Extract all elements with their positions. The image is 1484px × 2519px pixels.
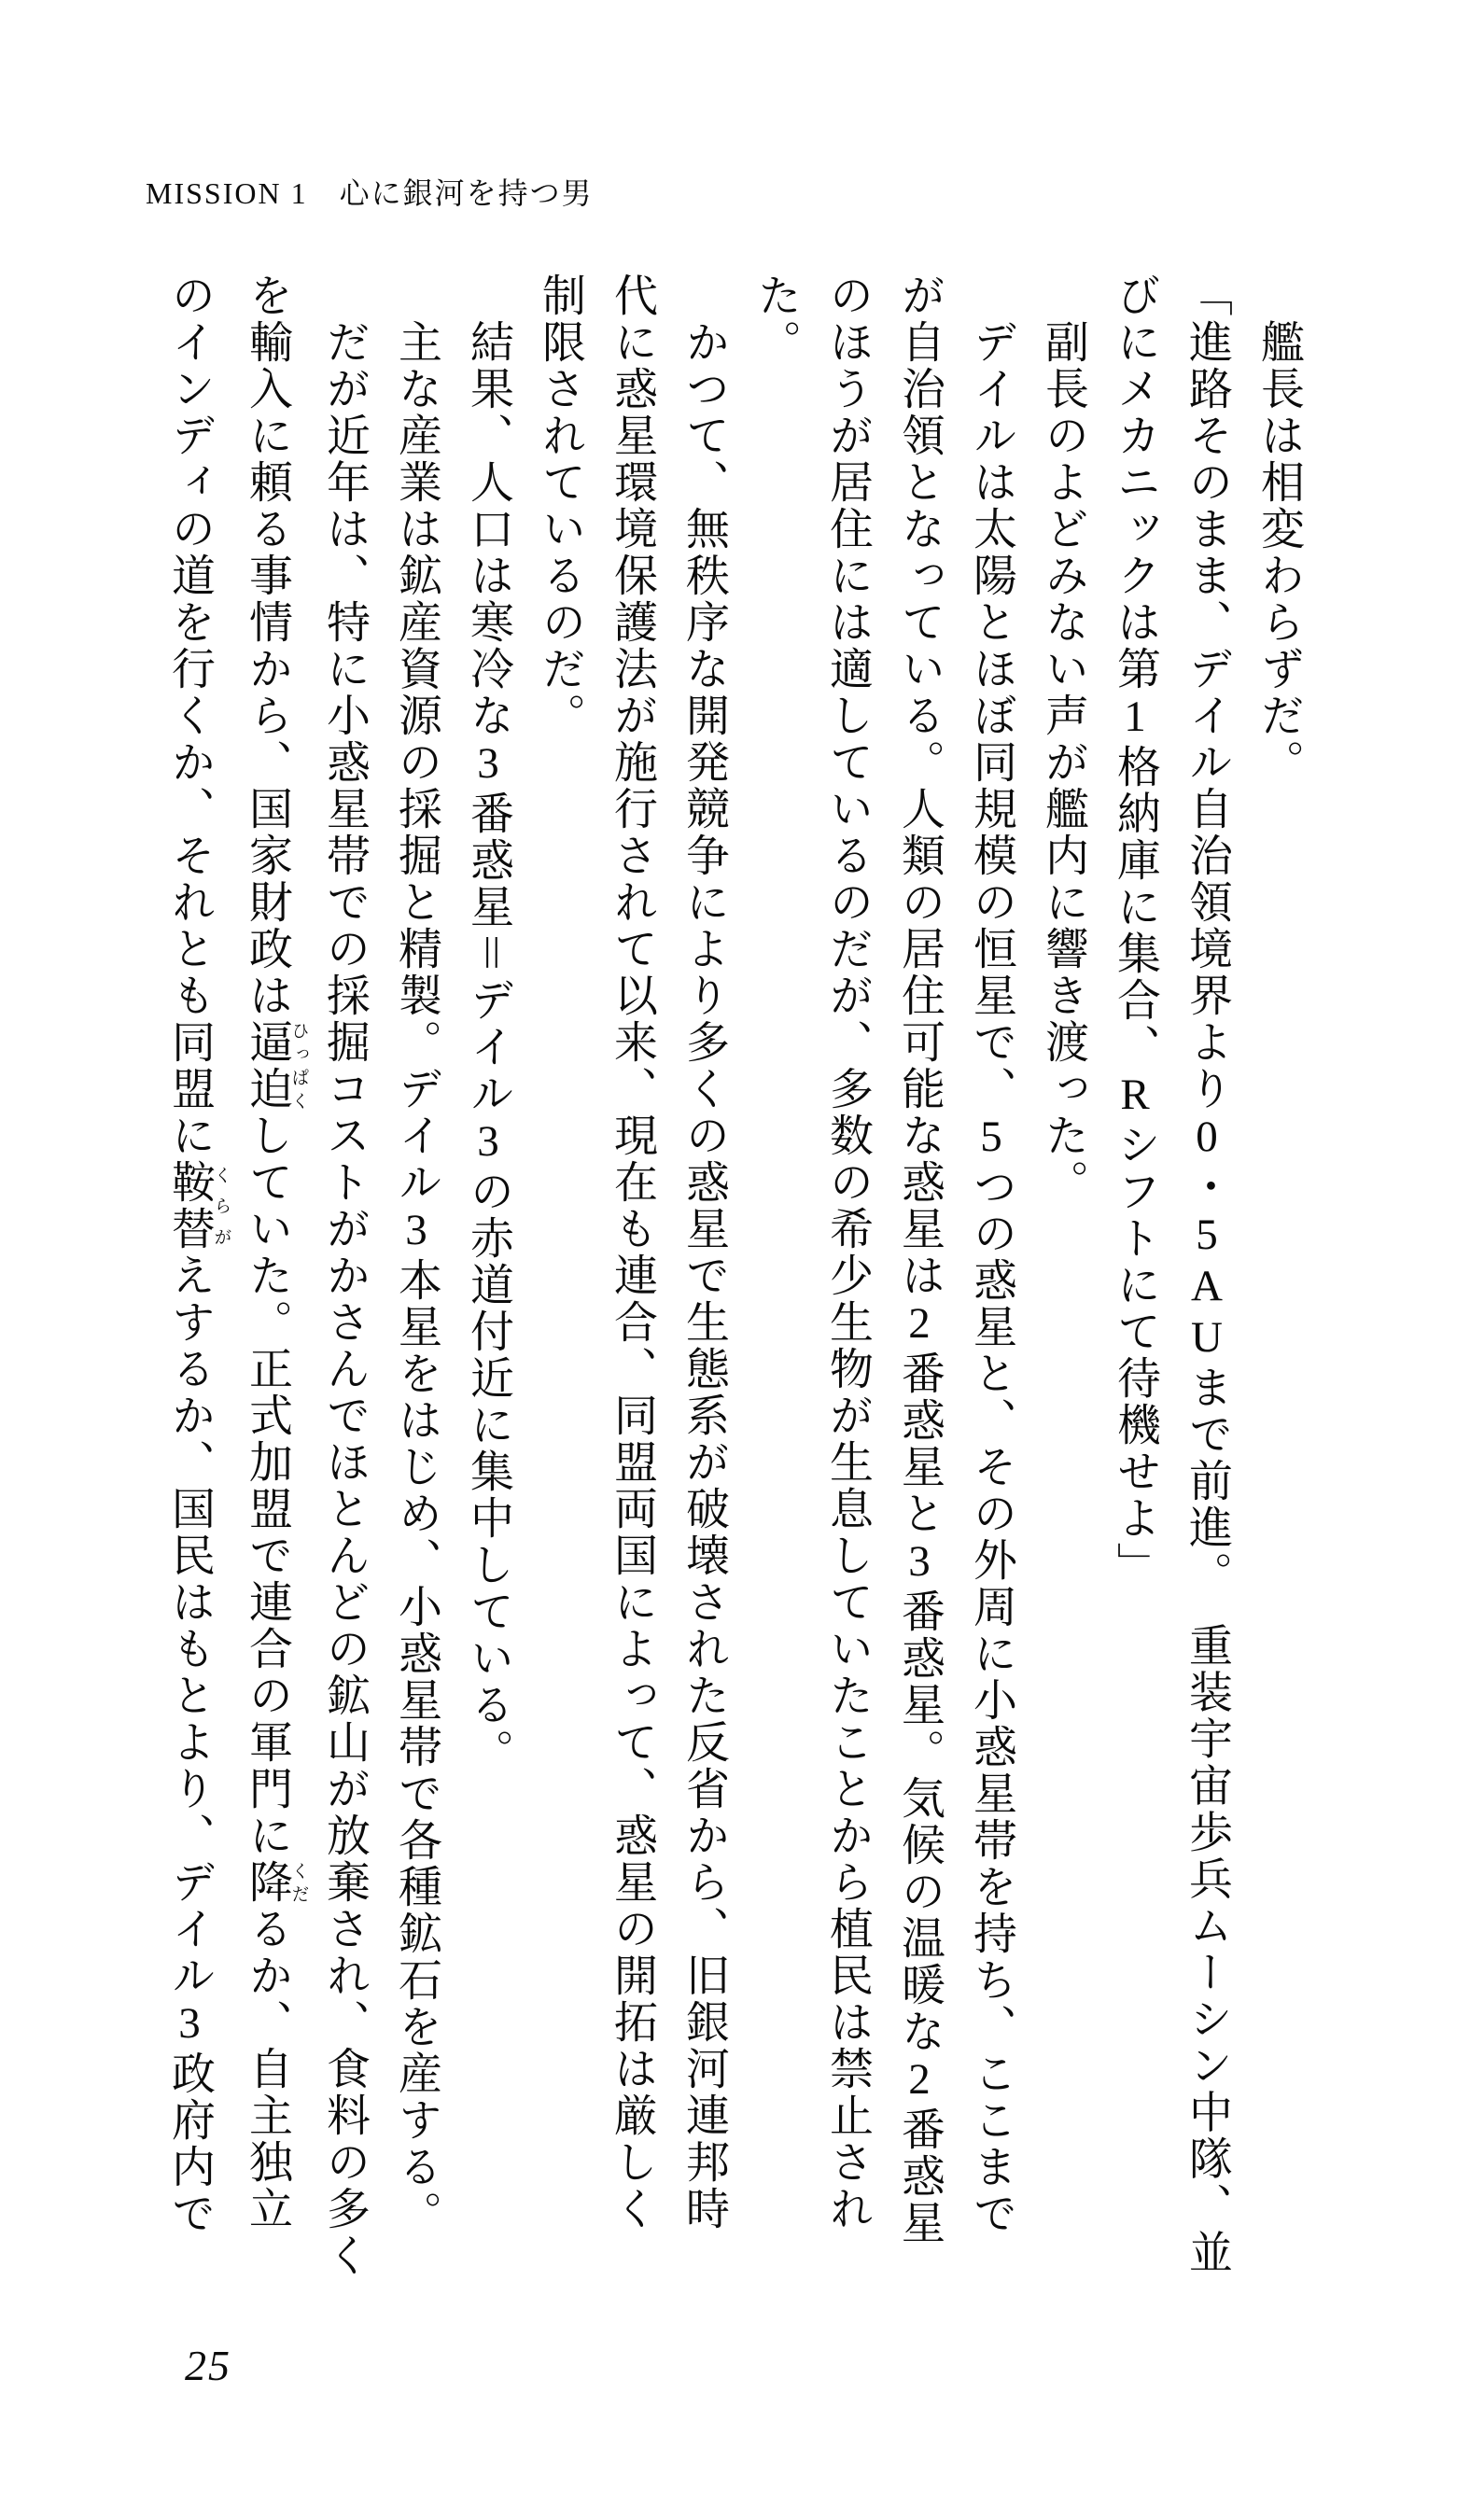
text-line: 「進路そのまま、デイル自治領境界より0・5AUまで前進。 重装宇宙歩兵ムーシン中隊、並 (1183, 273, 1231, 2276)
text-line: 結果、人口は寒冷な3番惑星＝デイル3の赤道付近に集中している。 (464, 273, 512, 1775)
text-line: 艦長は相変わらずだ。 (1254, 273, 1303, 786)
text-line: のインディの道を行くか、それとも同盟に鞍替くらがえするか、国民はもとより、デイル3政府内で (165, 273, 231, 2237)
text-line: を輸入に頼る事情から、国家財政は逼迫ひっぱくしていた。正式加盟で連合の軍門に降くだるか、自主独立 (243, 273, 309, 2232)
text-line: が自治領となっている。人類の居住可能な惑星は2番惑星と3番惑星。気候の温暖な2番惑星 (895, 273, 944, 2246)
text-line: 制限されているのだ。 (536, 273, 584, 739)
text-line: びにメカニックは第1格納庫に集合、Rシフトにて待機せよ」 (1111, 273, 1159, 1588)
text-line: かつて、無秩序な開発競争により多くの惑星で生態系が破壊された反省から、旧銀河連邦時 (679, 273, 728, 2232)
ruby-annotated-word: 降くだ (243, 1859, 309, 1906)
ruby-annotated-word: 逼迫ひっぱく (243, 1019, 309, 1113)
text-line: 副長のよどみない声が艦内に響き渡った。 (1039, 273, 1087, 1206)
ruby-annotated-word: 鞍替くらが (165, 1159, 231, 1253)
chapter-header: MISSION 1 心に銀河を持つ男 (146, 176, 594, 210)
text-block (153, 273, 1314, 2288)
text-line: 代に惑星環境保護法が施行されて以来、現在も連合、同盟両国によって、惑星の開拓は厳しく (608, 273, 656, 2232)
text-line: のほうが居住には適しているのだが、多数の希少生物が生息していたことから植民は禁止され (823, 273, 872, 2232)
text-line: た。 (751, 273, 800, 366)
page-number: 25 (185, 2342, 231, 2389)
text-line: 主な産業は鉱産資源の採掘と精製。デイル3本星をはじめ、小惑星帯で各種鉱石を産する。 (392, 273, 441, 2237)
text-line: だが近年は、特に小惑星帯での採掘コストがかさんでほとんどの鉱山が放棄され、食料の多く (320, 273, 369, 2279)
text-line: デイルは太陽とほぼ同規模の恒星で、5つの惑星と、その外周に小惑星帯を持ち、ここまで (967, 273, 1015, 2237)
